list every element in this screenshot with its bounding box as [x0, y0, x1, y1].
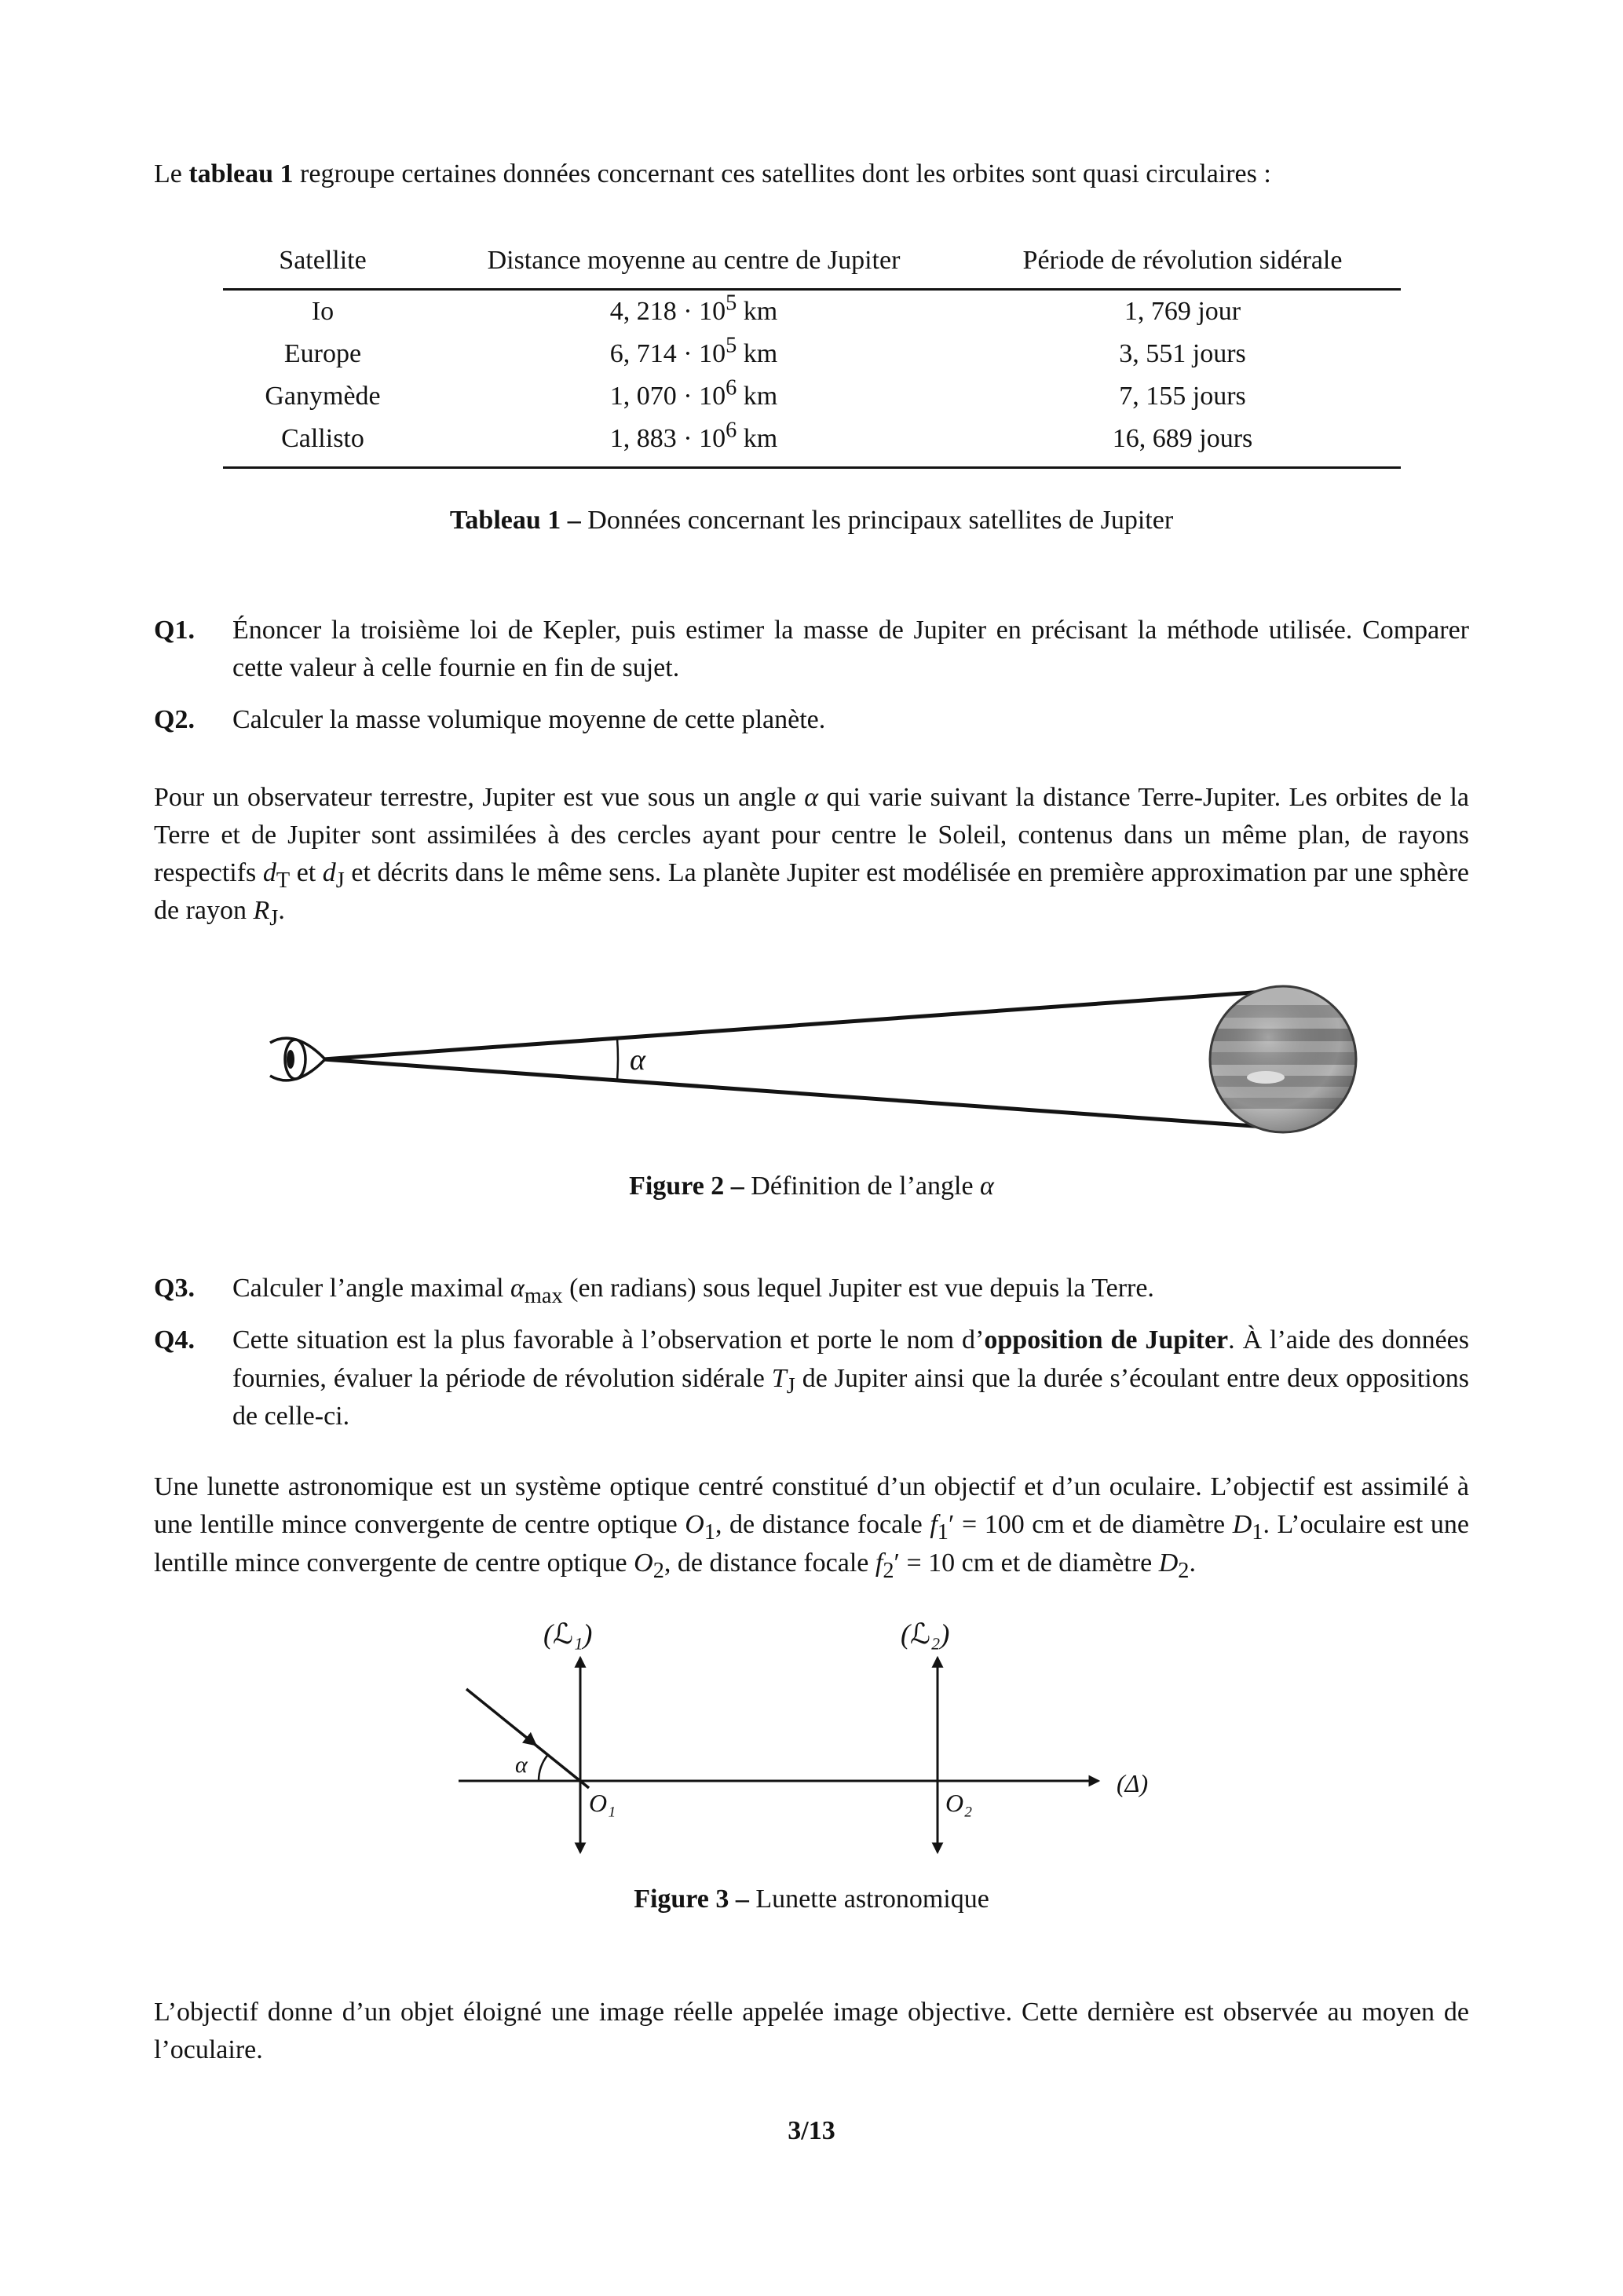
question-q4	[154, 1322, 1469, 1435]
figure2-caption	[154, 1168, 1469, 1205]
table1-caption-label: Tableau 1 –	[449, 505, 581, 535]
table-cell: Callisto	[223, 418, 423, 467]
table1-caption	[154, 502, 1469, 539]
incident-ray	[466, 1689, 589, 1788]
table-cell: Io	[311, 296, 334, 326]
table-cell: Europe	[283, 338, 362, 368]
lens1-label: (ℒ₁)	[543, 1618, 592, 1650]
figure2	[154, 976, 1469, 1143]
eye-icon	[270, 1038, 325, 1080]
o1-label: O₁	[588, 1788, 616, 1817]
figure2-alpha-label: α	[629, 1043, 645, 1077]
table-cell: 16, 689 jours	[965, 418, 1401, 467]
figure3-caption	[154, 1881, 1469, 1918]
table-cell: 1, $883 \cdot 10^6$ km	[423, 418, 965, 467]
table1	[223, 240, 1401, 468]
figure3-caption-text: Lunette astronomique	[755, 1884, 989, 1914]
table-cell: 1, 769 jour	[1124, 296, 1241, 326]
figure3-alpha-label: α	[514, 1751, 528, 1778]
table-row	[223, 375, 1401, 418]
figure3	[154, 1620, 1469, 1863]
objectif-paragraph: L’objectif donne d’un objet éloigné une image réelle appelée image objective. Cette dernière est observée au moyen de l’oculaire.	[154, 1998, 1469, 2065]
question-q4-text: Cette situation est la plus favorable à l’observation et porte le nom d’opposition de Jupiter. À l’aide des données fournies, évaluer la période de révolution sidérale $T_J$ de Jupiter ainsi que la durée s’écoulant entre deux oppositions de celle-ci.	[232, 1325, 1469, 1431]
table1-caption-text: Données concernant les principaux satellites de Jupiter	[587, 505, 1174, 535]
table-cell: 4, $218 \cdot 10^5$ km	[609, 291, 778, 326]
question-q2-label: Q2.	[154, 705, 195, 735]
table-cell: 1, $070 \cdot 10^6$ km	[609, 375, 778, 411]
table-head	[223, 240, 1401, 289]
question-q2-text: Calculer la masse volumique moyenne de cette planète.	[232, 705, 826, 735]
table-cell: 6, $714 \cdot 10^5$ km	[609, 333, 778, 368]
figure2-svg	[262, 976, 1362, 1143]
figure2-caption-text: Définition de l’angle α	[751, 1171, 994, 1201]
lunette-paragraph: Une lunette astronomique est un système optique centré constitué d’un objectif et d’un oculaire. L’objectif est assimilé à une lentille mince convergente de centre optique $O_1$, de distance focale $f_1' = 100$ cm et de diamètre $D_1$. L’oculaire est une lentille mince convergente de centre optique $O_2$, de distance focale $f_2' = 10$ cm et de diamètre $D_2$.	[154, 1472, 1469, 1583]
angle-arc	[617, 1038, 618, 1080]
figure3-caption-label: Figure 3 –	[634, 1884, 749, 1914]
axis-label: (Δ)	[1116, 1768, 1148, 1797]
question-q3	[154, 1270, 1469, 1307]
lens2-label: (ℒ₂)	[900, 1618, 949, 1650]
question-q1-text: Énoncer la troisième loi de Kepler, puis estimer la masse de Jupiter en précisant la méthode utilisée. Comparer cette valeur à celle fournie en fin de sujet.	[232, 615, 1469, 683]
page-number: 3/13	[788, 2115, 835, 2145]
table-cell: 7, 155 jours	[1119, 382, 1246, 411]
intro-paragraph: Le tableau 1 regroupe certaines données concernant ces satellites dont les orbites sont quasi circulaires :	[154, 159, 1271, 188]
o2-label: O₂	[945, 1788, 972, 1817]
table-header-period: Période de révolution sidérale	[965, 240, 1401, 289]
question-q3-label: Q3.	[154, 1273, 195, 1303]
question-q1	[154, 612, 1469, 688]
table-cell: Ganymède	[265, 382, 381, 411]
sight-lines	[324, 989, 1297, 1129]
question-q4-label: Q4.	[154, 1325, 195, 1355]
table-header-distance: Distance moyenne au centre de Jupiter	[423, 240, 965, 289]
table1-container	[223, 240, 1401, 468]
incidence-angle-arc	[539, 1755, 548, 1781]
table-row	[223, 418, 1401, 467]
figure2-caption-label: Figure 2 –	[629, 1171, 744, 1201]
observer-paragraph: Pour un observateur terrestre, Jupiter est vue sous un angle α qui varie suivant la distance Terre-Jupiter. Les orbites de la Terre et de Jupiter sont assimilées à des cercles ayant pour centre le Soleil, contenus dans un même plan, de rayons respectifs $d_T$ et $d_J$ et décrits dans le même sens. La planète Jupiter est modélisée en première approximation par une sphère de rayon $R_J$.	[154, 782, 1470, 931]
question-q1-label: Q1.	[154, 615, 195, 645]
table-body	[223, 289, 1401, 467]
jupiter-sphere	[1210, 986, 1356, 1132]
table-row	[223, 333, 1401, 375]
table-header-row	[223, 240, 1401, 289]
table-header-satellite: Satellite	[223, 240, 423, 289]
figure3-svg	[435, 1620, 1189, 1863]
question-q2	[154, 701, 1469, 739]
table-cell: 3, 551 jours	[1119, 338, 1246, 368]
table-row	[223, 289, 1401, 333]
question-q3-text: Calculer l’angle maximal $\alpha_{max}$ (en radians) sous lequel Jupiter est vue depuis la Terre.	[232, 1273, 1154, 1308]
